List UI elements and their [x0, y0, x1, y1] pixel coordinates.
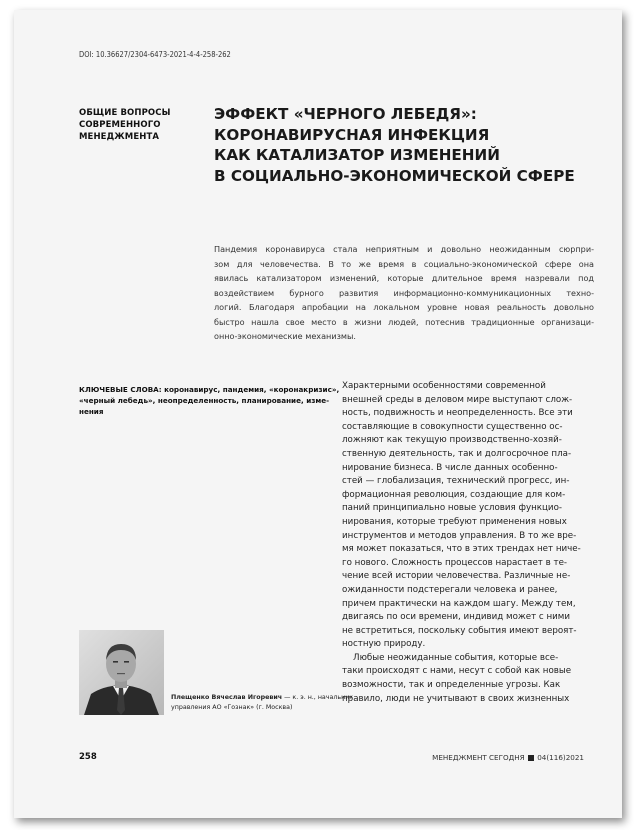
abstract-line: зом для человечества. В то же время в социально-экономической сфере она — [214, 258, 594, 269]
body-line: не встретиться, поскольку события имеют вероят- — [342, 625, 577, 636]
body-line: формационная революция, создающие для ком- — [342, 489, 566, 500]
body-line: двигаясь по оси времени, индивид может с ними — [342, 612, 570, 623]
keywords-line: нения — [79, 407, 104, 416]
abstract-line: онно-экономические механизмы. — [214, 331, 356, 341]
abstract-line: воздействием бурного развития информационно-коммуникационных техно- — [214, 287, 594, 298]
author-photo — [79, 630, 164, 715]
body-line: составляющие в совокупности существенно ос- — [342, 421, 563, 432]
body-line: нирования, которые требуют применения новых — [342, 516, 567, 527]
body-line: Любые неожиданные события, которые все- — [342, 652, 559, 663]
body-line: чение всей истории человечества. Различные не- — [342, 571, 571, 582]
section-line: СОВРЕМЕННОГО — [79, 120, 161, 130]
body-line: Характерными особенностями современной — [342, 381, 546, 391]
body-line: внешней среды в деловом мире выступают слож- — [342, 394, 573, 405]
abstract-line: быстро нашла свое место в жизни людей, потеснив традиционные организаци- — [214, 316, 594, 327]
section-heading — [79, 107, 189, 143]
abstract — [214, 242, 594, 344]
keywords-line: КЛЮЧЕВЫЕ СЛОВА: коронавирус, пандемия, «коронакризис», — [79, 385, 340, 394]
journal-footer — [432, 753, 584, 762]
body-line: мя может показаться, что в этих трендах нет ничe- — [342, 544, 581, 555]
body-line: ственную деятельность, так и долгосрочное пла- — [342, 448, 572, 459]
journal-page — [14, 10, 622, 818]
article-title — [214, 104, 594, 186]
abstract-line: явилась катализатором изменений, которые длительное время назревали под — [214, 273, 594, 283]
body-line: ожиданности подстерегали человека и ранее, — [342, 584, 558, 595]
author-degree: — к. э. н., начальник — [282, 694, 354, 701]
page-number: 258 — [79, 752, 97, 762]
section-line: МЕНЕДЖМЕНТА — [79, 132, 160, 142]
body-line: ложняют как текущую производственно-хозяй- — [342, 435, 562, 446]
abstract-line: логий. Благодаря апробации на локальном уровне новая реальность довольно — [214, 302, 594, 312]
body-line: таки происходят с нами, несут с собой как новые — [342, 666, 572, 677]
author-info — [171, 693, 354, 713]
author-affiliation: управления АО «Гознак» (г. Москва) — [171, 704, 293, 711]
body-line: го нового. Сложность процессов нарастает в те- — [342, 557, 568, 568]
journal-name: МЕНЕДЖМЕНТ СЕГОДНЯ — [432, 753, 525, 762]
doi-line: DOI: 10.36627/2304-6473-2021-4-4-258-262 — [79, 50, 231, 59]
section-line: ОБЩИЕ ВОПРОСЫ — [79, 108, 171, 118]
title-line: КАК КАТАЛИЗАТОР ИЗМЕНЕНИЙ — [214, 146, 500, 164]
title-line: КОРОНАВИРУСНАЯ ИНФЕКЦИЯ — [214, 125, 490, 144]
author-name: Плещенко Вячеслав Игоревич — [171, 694, 283, 701]
title-line: В СОЦИАЛЬНО-ЭКОНОМИЧЕСКОЙ СФЕРЕ — [214, 166, 575, 185]
body-line: инструментов и методов управления. В то же вре- — [342, 530, 577, 541]
body-line: паний принципиально новые условия функцио- — [342, 503, 563, 514]
body-line: нирование бизнеса. В числе данных особенно- — [342, 462, 558, 473]
body-line: правило, люди не учитывают в своих жизненных — [342, 693, 570, 704]
body-line: причем практически на каждом шагу. Между тем, — [342, 598, 576, 609]
author-portrait-icon — [79, 630, 164, 715]
author-line — [171, 693, 354, 703]
abstract-line: Пандемия коронавируса стала неприятным и довольно неожиданным сюрпри- — [214, 244, 594, 254]
square-icon — [528, 755, 534, 761]
body-text — [342, 380, 599, 706]
keywords-line: «черный лебедь», неопределенность, планирование, изме- — [79, 396, 330, 405]
title-line: ЭФФЕКТ «ЧЕРНОГО ЛЕБЕДЯ»: — [214, 105, 477, 123]
body-line: возможности, так и определенные угрозы. Как — [342, 680, 561, 691]
body-line: стей — глобализация, технический прогресс, ин- — [342, 476, 570, 487]
keywords — [79, 384, 340, 417]
body-line: ность, подвижность и неопределенность. Все эти — [342, 408, 573, 419]
journal-issue: 04(116)2021 — [537, 753, 584, 762]
body-line: ностную природу. — [342, 639, 426, 650]
